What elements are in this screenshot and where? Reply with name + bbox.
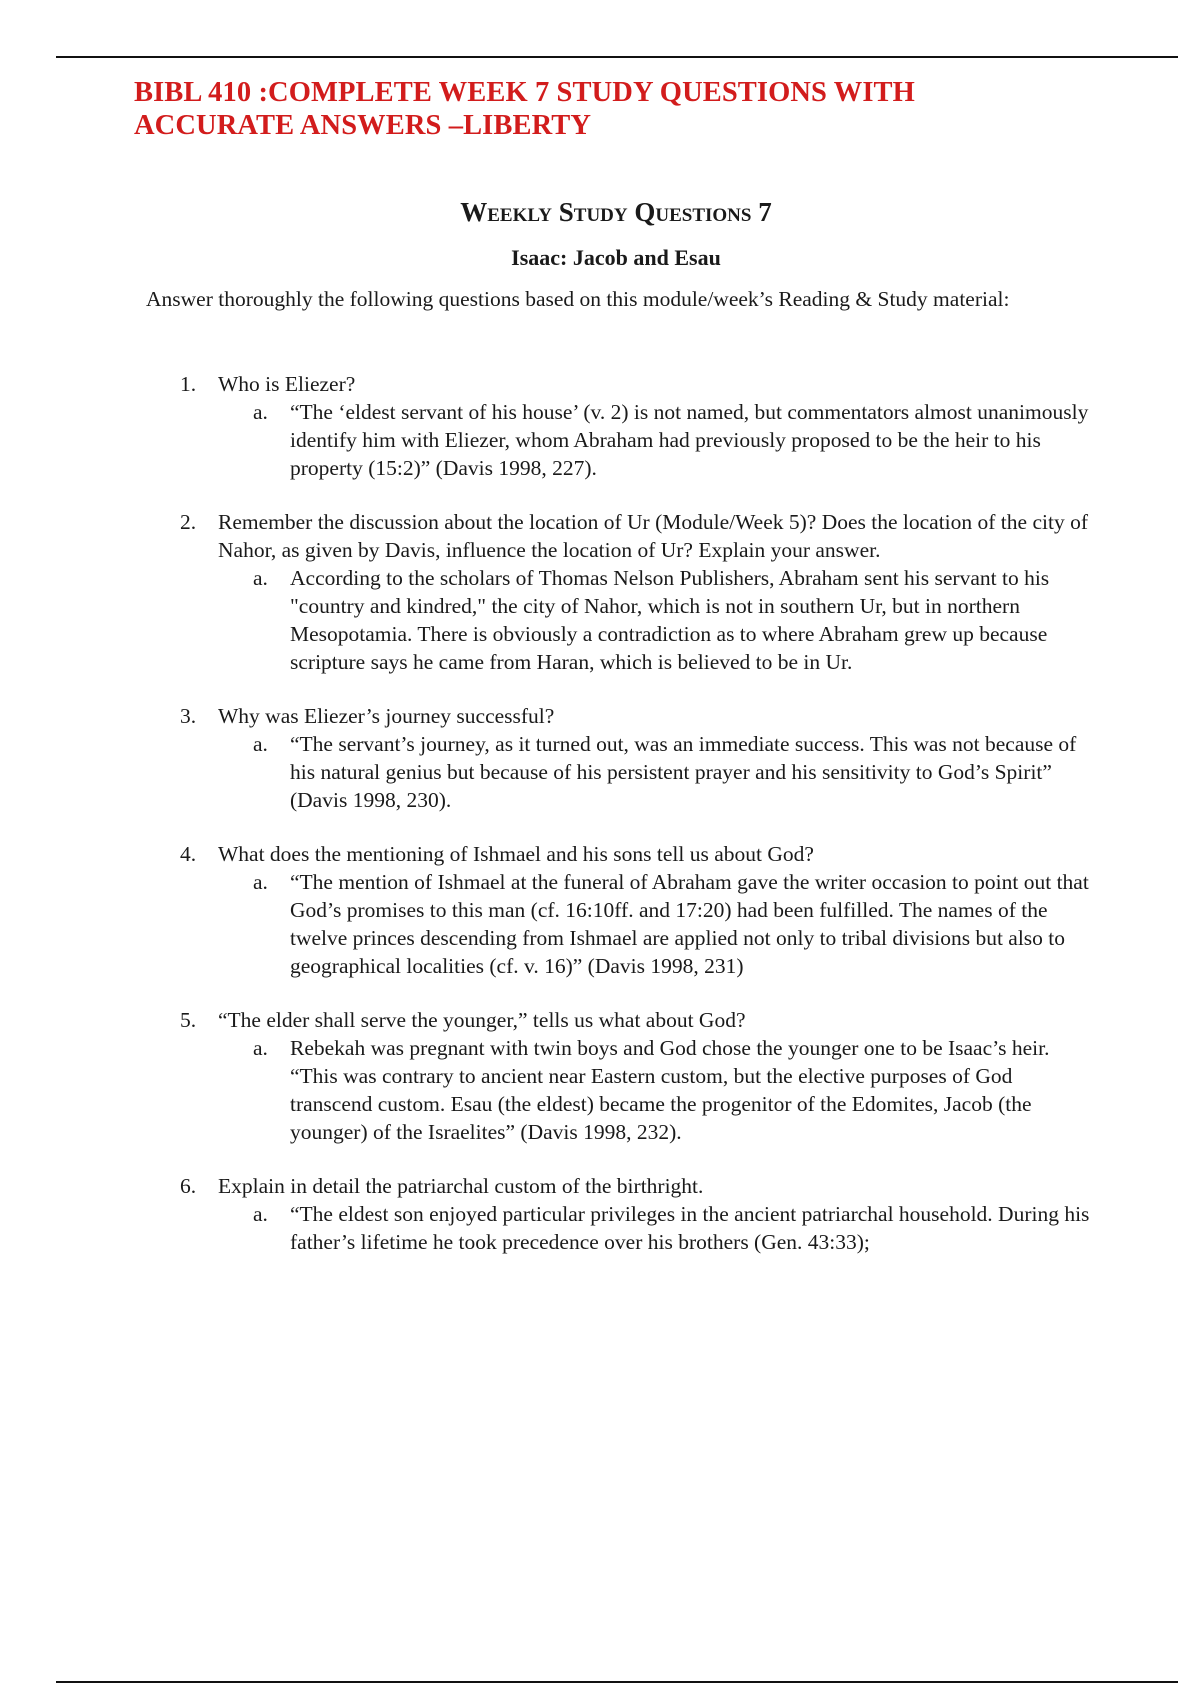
question-text: Why was Eliezer’s journey successful? — [218, 704, 555, 728]
document-title-line-1: BIBL 410 :COMPLETE WEEK 7 STUDY QUESTIONS WITH — [134, 77, 915, 108]
question-number: 2. — [180, 510, 197, 534]
answer-item — [0, 868, 1200, 980]
bottom-divider — [56, 1681, 1178, 1683]
question-item-3 — [0, 702, 1200, 814]
question-item-5 — [0, 1006, 1200, 1146]
answer-letter: a. — [253, 400, 268, 424]
answer-text: “The mention of Ishmael at the funeral of Abraham gave the writer occasion to point out that God’s promises to this man (cf. 16:10ff. and 17:20) had been fulfilled. The names of the twelve princes descending from Ishmael are applied not only to tribal divisions but also to geographical localities (cf. v. 16)” (Davis 1998, 231) — [290, 870, 1089, 978]
question-text: “The elder shall serve the younger,” tells us what about God? — [218, 1008, 746, 1032]
answer-text: Rebekah was pregnant with twin boys and God chose the younger one to be Isaac’s heir. “This was contrary to ancient near Eastern custom, but the elective purposes of God transcend custom. Esau (the eldest) became the progenitor of the Edomites, Jacob (the younger) of the Israelites” (Davis 1998, 232). — [290, 1036, 1050, 1144]
question-item-6 — [0, 1172, 1200, 1256]
document-title-line-2: ACCURATE ANSWERS –LIBERTY — [134, 110, 592, 141]
top-divider — [56, 56, 1178, 58]
answer-item — [0, 1034, 1200, 1146]
section-subheading: Isaac: Jacob and Esau — [511, 245, 721, 270]
question-text: Remember the discussion about the location of Ur (Module/Week 5)? Does the location of the city of Nahor, as given by Davis, influence the location of Ur? Explain your answer. — [218, 510, 1088, 562]
answer-item — [0, 1200, 1200, 1256]
answer-item — [0, 398, 1200, 482]
question-item-1 — [0, 370, 1200, 482]
answer-letter: a. — [253, 1202, 268, 1226]
question-number: 4. — [180, 842, 197, 866]
intro-paragraph: Answer thoroughly the following questions based on this module/week’s Reading & Study material: — [146, 287, 1010, 311]
document-title — [134, 76, 1134, 142]
question-text: What does the mentioning of Ishmael and his sons tell us about God? — [218, 842, 814, 866]
question-list — [0, 370, 1200, 1282]
answer-letter: a. — [253, 566, 268, 590]
answer-letter: a. — [253, 732, 268, 756]
question-item-2 — [0, 508, 1200, 676]
question-item-4 — [0, 840, 1200, 980]
section-heading: Weekly Study Questions 7 — [460, 197, 772, 227]
answer-text: “The ‘eldest servant of his house’ (v. 2) is not named, but commentators almost unanimously identify him with Eliezer, whom Abraham had previously proposed to be the heir to his property (15:2)” (Davis 1998, 227). — [290, 400, 1089, 480]
answer-text: According to the scholars of Thomas Nelson Publishers, Abraham sent his servant to his "country and kindred," the city of Nahor, which is not in southern Ur, but in northern Mesopotamia. There is obviously a contradiction as to where Abraham grew up because scripture says he came from Haran, which is believed to be in Ur. — [290, 566, 1050, 674]
question-number: 5. — [180, 1008, 197, 1032]
answer-letter: a. — [253, 870, 268, 894]
question-number: 6. — [180, 1174, 197, 1198]
question-text: Explain in detail the patriarchal custom of the birthright. — [218, 1174, 704, 1198]
question-number: 1. — [180, 372, 197, 396]
answer-item — [0, 564, 1200, 676]
question-number: 3. — [180, 704, 197, 728]
answer-text: “The eldest son enjoyed particular privileges in the ancient patriarchal household. During his father’s lifetime he took precedence over his brothers (Gen. 43:33); — [290, 1202, 1090, 1254]
answer-letter: a. — [253, 1036, 268, 1060]
answer-item — [0, 730, 1200, 814]
answer-text: “The servant’s journey, as it turned out, was an immediate success. This was not because of his natural genius but because of his persistent prayer and his sensitivity to God’s Spirit” (Davis 1998, 230). — [290, 732, 1077, 812]
question-text: Who is Eliezer? — [218, 372, 356, 396]
